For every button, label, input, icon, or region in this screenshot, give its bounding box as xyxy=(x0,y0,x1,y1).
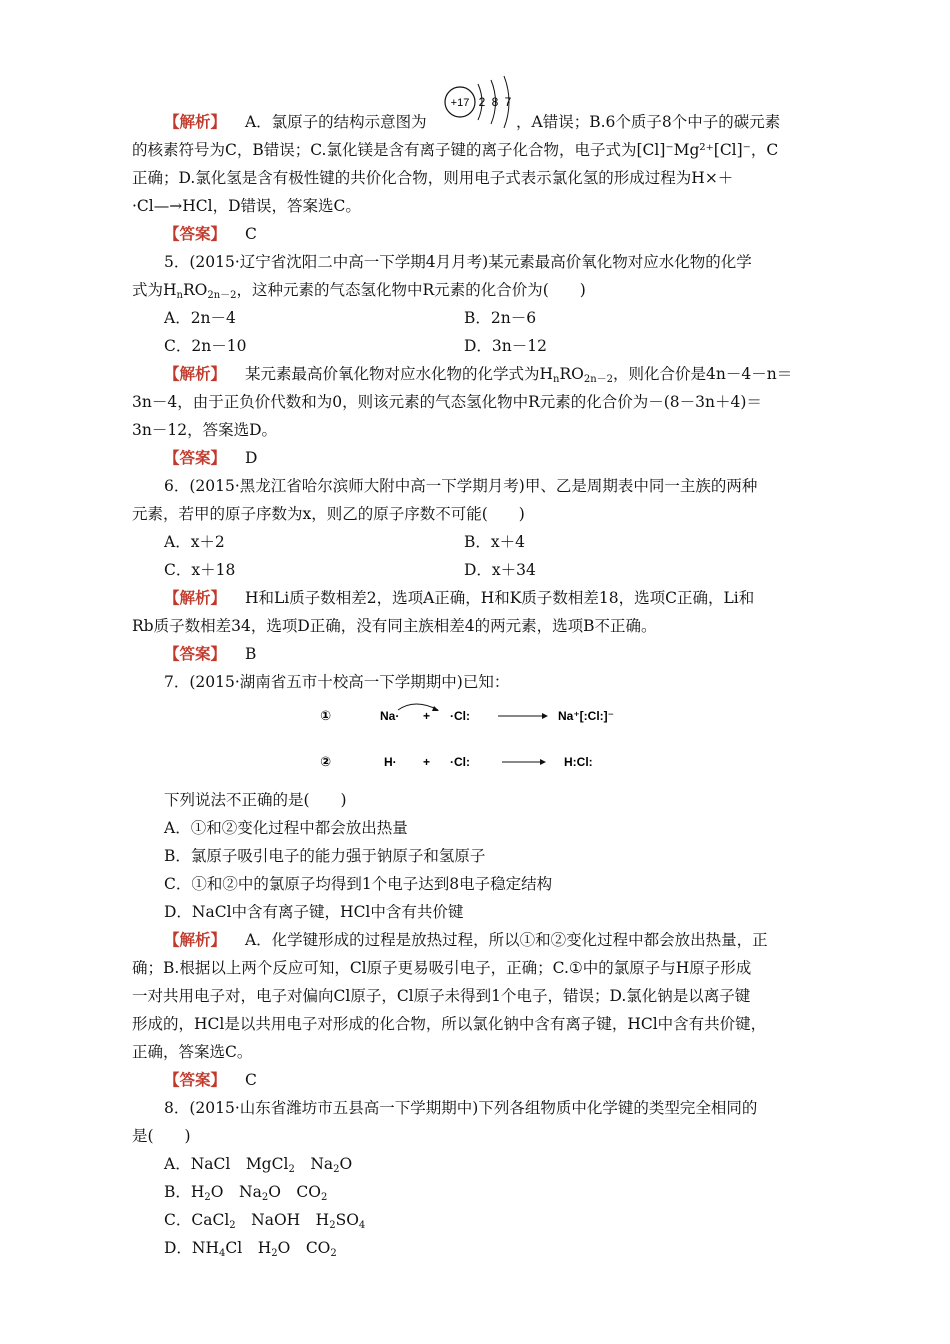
q8-option-d: D．$NH_4Cl$ $H_2O$ $CO_2$ xyxy=(164,1239,337,1259)
q5-analysis-line-1: 【解析】 某元素最高价氧化物对应水化物的化学式为$H_nRO_{2n-2}$，则化合价是4n－4－n＝ xyxy=(164,364,793,385)
q7-option-a: A．①和②变化过程中都会放出热量 xyxy=(164,819,408,837)
answer-tag: 【答案】 xyxy=(164,644,227,663)
rxn2-right: H:Cl: xyxy=(564,755,593,769)
q5-option-b: B．2n－6 xyxy=(464,309,537,327)
q8-stem-line-2: 是( ) xyxy=(132,1127,191,1145)
q7-stem-line-1: 7．(2015·湖南省五市十校高一下学期期中)已知： xyxy=(164,673,510,691)
q7-analysis-line-4: 形成的，HCl是以共用电子对形成的化合物，所以氯化钠中含有离子键，HCl中含有共价键， xyxy=(132,1015,767,1033)
atom-shell-2: 8 xyxy=(491,95,499,109)
q6-analysis-line-2: Rb质子数相差34，选项D正确，没有同主族相差4的两元素，选项B不正确。 xyxy=(132,617,657,635)
q5-stem-line-2: 式为$H_nRO_{2n-2}$，这种元素的气态氢化物中R元素的化合价为( ) xyxy=(132,281,586,301)
q4-analysis-line-1b: ，A错误；B.6个质子8个中子的碳元素 xyxy=(516,113,781,131)
q6-option-d: D．x＋34 xyxy=(464,561,536,579)
q8-option-b: B．$H_2O$ $Na_2O$ $CO_2$ xyxy=(164,1183,328,1203)
answer-value: C xyxy=(244,1071,257,1089)
q7-analysis-line-5: 正确，答案选C。 xyxy=(132,1043,253,1061)
q7-option-c: C．①和②中的氯原子均得到1个电子达到8电子稳定结构 xyxy=(164,875,553,893)
q8-stem-line-1: 8．(2015·山东省潍坊市五县高一下学期期中)下列各组物质中化学键的类型完全相同的 xyxy=(164,1099,758,1117)
analysis-tag: 【解析】 xyxy=(164,112,227,131)
q4-answer xyxy=(164,224,257,244)
analysis-tag: 【解析】 xyxy=(164,588,227,607)
rxn1-left1: Na· xyxy=(380,709,400,723)
q4-analysis-line-2: 的核素符号为C，B错误；C.氯化镁是含有离子键的离子化合物，电子式为[Cl]⁻Mg²⁺[Cl]⁻，C xyxy=(132,141,779,159)
q7-option-b: B．氯原子吸引电子的能力强于钠原子和氢原子 xyxy=(164,847,486,865)
q5-analysis-line-3: 3n－12，答案选D。 xyxy=(132,421,277,439)
rxn2-plus: + xyxy=(423,755,431,769)
atom-shell-1: 2 xyxy=(478,95,486,109)
answer-value: B xyxy=(244,645,257,663)
rxn2-number: ② xyxy=(320,754,332,769)
q7-analysis-line-3: 一对共用电子对，电子对偏向Cl原子，Cl原子未得到1个电子，错误；D.氯化钠是以离子键 xyxy=(132,987,751,1005)
analysis-tag: 【解析】 xyxy=(164,930,227,949)
q5-analysis-line-2: 3n－4，由于正负价代数和为0，则该元素的气态氢化物中R元素的化合价为－(8－3n＋4)＝ xyxy=(132,393,762,411)
answer-value: C xyxy=(244,225,257,243)
q6-answer xyxy=(164,644,256,664)
rxn1-number: ① xyxy=(320,708,332,723)
q7-option-d: D．NaCl中含有离子键，HCl中含有共价键 xyxy=(164,903,464,921)
rxn1-right: Na⁺[:Cl:]⁻ xyxy=(558,709,614,723)
q6-option-a: A．x＋2 xyxy=(164,533,225,551)
atom-shell-3: 7 xyxy=(504,95,512,109)
rxn2-left2: ·Cl: xyxy=(450,755,470,769)
analysis-tag: 【解析】 xyxy=(164,364,227,383)
q6-option-b: B．x＋4 xyxy=(464,533,525,551)
answer-tag: 【答案】 xyxy=(164,1070,227,1089)
rxn2-left1: H· xyxy=(384,755,397,769)
q4-analysis-line-4: ·Cl—→HCl，D错误，答案选C。 xyxy=(132,197,361,215)
q4-analysis-line-1: 【解析】 A．氯原子的结构示意图为 xyxy=(164,112,427,131)
rxn1-plus: + xyxy=(423,709,431,723)
answer-value: D xyxy=(244,449,258,467)
q6-stem-line-2: 元素，若甲的原子序数为x，则乙的原子序数不可能( ) xyxy=(132,505,525,523)
q7-analysis-line-1: 【解析】 A．化学键形成的过程是放热过程，所以①和②变化过程中都会放出热量，正 xyxy=(164,930,768,949)
q7-answer xyxy=(164,1070,257,1090)
atom-nucleus-label: +17 xyxy=(450,97,470,109)
q5-answer xyxy=(164,448,257,468)
q7-stem-line-2: 下列说法不正确的是( ) xyxy=(164,791,347,809)
electron-dot-reactions-diagram xyxy=(320,696,650,786)
answer-tag: 【答案】 xyxy=(164,224,227,243)
q5-option-c: C．2n－10 xyxy=(164,337,247,355)
q7-analysis-line-2: 确；B.根据以上两个反应可知，Cl原子更易吸引电子，正确；C.①中的氯原子与H原子形成 xyxy=(132,959,752,977)
rxn1-left2: ·Cl: xyxy=(450,709,470,723)
q6-option-c: C．x＋18 xyxy=(164,561,236,579)
q6-stem-line-1: 6．(2015·黑龙江省哈尔滨师大附中高一下学期月考)甲、乙是周期表中同一主族的两种 xyxy=(164,477,758,495)
q5-option-d: D．3n－12 xyxy=(464,337,547,355)
chlorine-atom-structure-diagram xyxy=(438,72,518,134)
q4-analysis-line-3: 正确；D.氯化氢是含有极性键的共价化合物，则用电子式表示氯化氢的形成过程为H×＋ xyxy=(132,169,734,187)
q8-option-a: A．NaCl MgCl$_2$ $Na_2O$ xyxy=(164,1155,353,1175)
q6-analysis-line-1: 【解析】 H和Li质子数相差2，选项A正确，H和K质子数相差18，选项C正确，Li和 xyxy=(164,588,755,607)
q5-stem-line-1: 5．(2015·辽宁省沈阳二中高一下学期4月月考)某元素最高价氧化物对应水化物的化学 xyxy=(164,253,752,271)
q5-option-a: A．2n－4 xyxy=(164,309,236,327)
q8-option-c: C．CaCl$_2$ NaOH $H_2SO_4$ xyxy=(164,1211,366,1231)
answer-tag: 【答案】 xyxy=(164,448,227,467)
